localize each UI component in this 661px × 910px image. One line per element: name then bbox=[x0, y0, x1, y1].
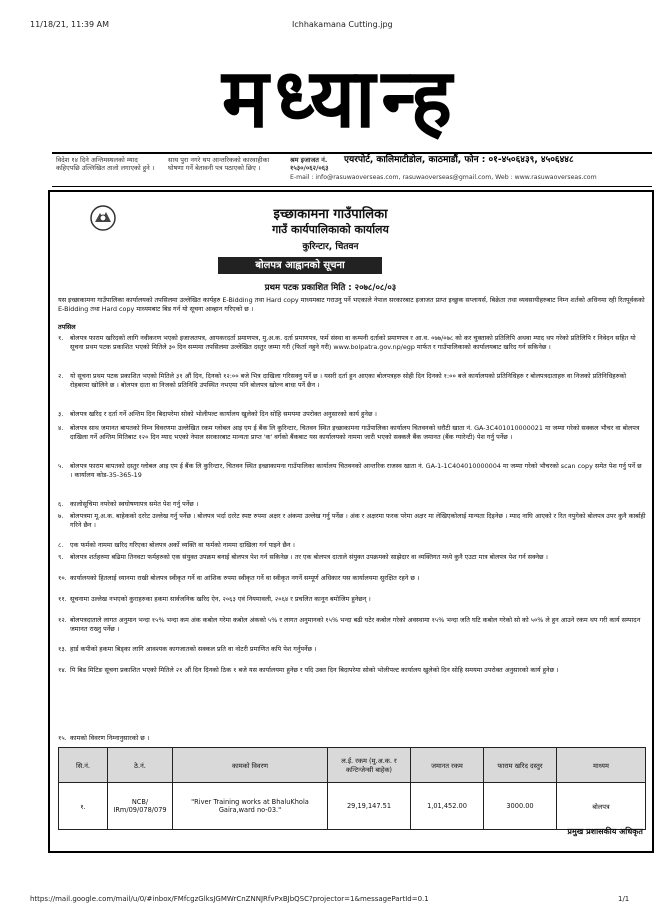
col-header-medium: माध्यम bbox=[557, 748, 646, 783]
item-number: १. bbox=[58, 334, 64, 342]
intro-paragraph: यस इच्छाकामना गाउँपालिका कार्यालयको तपसिलमा उल्लेखित कार्यहरु E-Bidding तथा Hard copy माध्यमबाट गराउनु पर्ने भएकाले नेपाल सरकारबाट इजाजत प्राप्त इच्छुक सप्लायर्स, बिक्रेता तथा व्यवसायीहरुबाट निम्न शर्तको अधिनमा रही रितपूर्वकको E-Bidding तथा Hard copy माध्यमबाट बिड गर्न यो सूचना आव्हान गरिएको छ । bbox=[58, 296, 645, 313]
item-number: ४. bbox=[58, 424, 64, 432]
agency-address: एयरपोर्ट, कालिमाटीडोल, काठमाडौं, फोन : ०१-४५०६४३९, ४५०६४४८ bbox=[344, 155, 574, 165]
ad-strip bbox=[52, 152, 652, 187]
table-header-row bbox=[59, 748, 646, 783]
item-text: पि बिड मिटिङ सूचना प्रकाशित भएको मितिले २१ औं दिन दिनको ठिक १ बजे यस कार्यालयमा हुनेछ र यदि उक्त दिन बिदापरेमा सोको भोलीपल्ट कार्यालय खुलेको दिन सोहि समयमा उपरोक्त अनुसारको कार्य हुनेछ । bbox=[70, 666, 559, 674]
strip-column-1: विदेश १४ दिने अन्तिमस्थलको म्याद कहिएपछि उल्लिखित तालो लगाएको हुने । bbox=[56, 156, 155, 172]
item-number: २. bbox=[58, 372, 64, 380]
item-text: बोलपत्र फाराम खरिदको लागि नवीकरण भएको इजाजतपत्र, आयकरदर्ता प्रमाणपत्र, मु.अ.क. दर्ता प्रमाणपत्र, फर्म संस्था वा कम्पनी दर्ताको प्रमाणपत्र र आ.व. ०७७/०७८ को कर चुक्ताको प्रतिलिपि अथवा म्याद थप गरेको प्रतिलिपि र निवेदन सहित यो सूचना प्रथम पटक प्रकाशित भएको मितिले ३० दिन सम्ममा तपसिलमा उल्लेखित दस्तुर जम्मा गरी (फिर्ता नहुने गरी) www.bolpatra.gov.np/egp मार्फत र गाउँपालिकाको कार्यालयबाट खरिद गर्न सकिनेछ । bbox=[70, 334, 636, 351]
item-text: एक फर्मको नाममा खरिद गरिएका बोलपत्र अर्को व्यक्ति वा फर्मको नाममा दाखिला गर्न पाइने छैन । bbox=[70, 541, 295, 549]
item-number: १३. bbox=[58, 645, 67, 653]
list-item bbox=[58, 424, 646, 460]
item-number: ३. bbox=[58, 410, 64, 418]
col-header-estimate: ल.ई. रकम (मु.अ.क. र कन्टिन्जेन्सी बाहेक) bbox=[328, 748, 411, 783]
item-text: बोलपत्रमा मू.अ.क. बाहेकको दररेट उल्लेख गर्नु पर्नेछ । बोलपत्र भर्दा दररेट स्पष्ट रुपमा अक्षर र अंकमा उल्लेख गर्नु पर्नेछ । अंक र अक्षरमा फरक परेमा अक्षर मा लेखिएकोलाई मान्यता दिइनेछ । म्याद नाघि आएको र रित नपुगेको बोलपत्र उपर कुनै कार्बाही गरिने छैन । bbox=[70, 512, 646, 529]
cell-bid-security: 1,01,452.00 bbox=[411, 783, 484, 830]
item-number: १४. bbox=[58, 666, 67, 674]
list-item bbox=[58, 666, 646, 693]
item-number: १२. bbox=[58, 616, 67, 624]
list-item bbox=[58, 541, 646, 551]
cell-medium: बोलपत्र bbox=[557, 783, 646, 830]
list-item bbox=[58, 595, 646, 614]
list-item bbox=[58, 500, 646, 510]
office-location: कुरिन्टार, चितवन bbox=[302, 242, 359, 252]
list-item bbox=[58, 574, 646, 593]
cell-estimate: 29,19,147.51 bbox=[328, 783, 411, 830]
signature-title: प्रमुख प्रशासकीय अधिकृत bbox=[567, 827, 643, 836]
item-text: बोलपत्र फाराम बापतको दस्तुर ग्लोबल आइ एम ई बैंक लि कुरिन्टार, चितवन स्थित इच्छाकामना गाउँपालिका कार्यालय चितवनको आन्तरिक राजस्व खाता नं. GA-1-1C404010000004 मा जम्मा गरेको भौचरको scan copy समेत पेश गर्नु पर्ने छ । कार्यालय कोड-35-365-19 bbox=[70, 462, 642, 479]
col-header-sn: सि.नं. bbox=[59, 748, 108, 783]
item-number: ६. bbox=[58, 500, 64, 508]
list-item bbox=[58, 410, 646, 422]
item-text: सूचनामा उल्लेख नभएको कुराहरुका हकमा सार्वजनिक खरिद ऐन, २०६३ एवं नियमावली, २०६४ र प्रचलित कानून बमोजिम हुनेछन् । bbox=[70, 595, 371, 603]
print-url: https://mail.google.com/mail/u/0/#inbox/FMfcgzGlksJGMWrCnZNNJRfvPxBJbQSC?projector=1&messagePartId=0.1 bbox=[30, 895, 429, 903]
item-text: बोलपत्रदाताले लागत अनुमान भन्दा १५% भन्दा कम अंक कबोल गरेमा कबोल अंकको ५% र लागत अनुमानको १५% भन्दा बढी घटेर कबोल गरेको अवस्थामा १५% भन्दा जति घटि कबोल गरेको सो को ५०% ले हुन आउने रकम थप गरी कार्य सम्पादन जमानत राख्नु पर्नेछ । bbox=[70, 616, 641, 633]
strip-column-2: साथ पुरा नगरे थप आन्तरिकको कारवाहीका घोषणा गर्ने बेतावनी पत्र पठाएको छिए । bbox=[168, 156, 270, 172]
col-header-form-fee: फाराम खरिद दस्तुर bbox=[484, 748, 557, 783]
print-datetime: 11/18/21, 11:39 AM bbox=[30, 20, 109, 29]
cell-description: "River Training works at BhaluKhola Gaira,ward no-03." bbox=[173, 783, 328, 830]
newspaper-masthead: मध्यान्ह bbox=[221, 50, 459, 147]
agency-contact: E-mail : info@rasuwaoverseas.com, rasuwaoverseas@gmail.com, Web : www.rasuwaoverseas.com bbox=[290, 174, 597, 181]
item-text: बोलपत्र साथ जमानत बापतको निम्न विवरणमा उल्लेखित रकम ग्लोबल आइ एम ई बैंक लि कुरिन्टार, चितवन स्थित इच्छाकामना गाउँपालिका कार्यालय चितवनको धरौटी खाता नं. GA-3C401010000021 मा जम्मा गरेको सक्कल भौचर वा बोलपत्र दाखिला गर्ने अन्तिम मितिबाट १२० दिन म्याद भएको नेपाल सरकारबाट मान्यता प्राप्त 'क' वर्गको बैंकबाट यस कार्यालयको नाममा जारी भएको सक्कलै बैंक जमानत (बैंक ग्यारेन्टी) पेश गर्नु पर्नेछ । bbox=[70, 424, 640, 441]
cell-sn: १. bbox=[59, 783, 108, 830]
col-header-description: कामको विवरण bbox=[173, 748, 328, 783]
item-number: ८. bbox=[58, 541, 64, 549]
item-text: कालोसूचिमा नपरेको स्वघोषणापत्र समेत पेश गर्नु पर्नेछ । bbox=[70, 500, 199, 508]
item-text: बोलपत्र शर्तहरुमा बढिमा तिनवटा फर्महरुको एक संयुक्त उपक्रम बनाई बोलपत्र पेश गर्न सकिनेछ । तर एक बोलपत्र दाताले संयुक्त उपक्रमको साझेदार वा व्यक्तिगत मध्ये कुनै एउटा मात्र बोलपत्र पेश गर्न सक्नेछ । bbox=[70, 553, 548, 561]
item-number: ११. bbox=[58, 595, 67, 603]
item-number: १०. bbox=[58, 574, 67, 582]
col-header-contract-no: ठे.नं. bbox=[108, 748, 173, 783]
bid-table bbox=[58, 747, 646, 830]
list-item bbox=[58, 645, 646, 664]
list-item bbox=[58, 334, 646, 370]
item-number: ७. bbox=[58, 512, 64, 520]
list-item bbox=[58, 734, 646, 744]
tapsil-heading: तपसिल bbox=[58, 323, 76, 331]
list-item bbox=[58, 553, 646, 572]
item-number: ९. bbox=[58, 553, 64, 561]
item-text: कामको विवरण निम्नानुसारको छ । bbox=[70, 734, 150, 742]
table-row bbox=[59, 783, 646, 830]
print-doc-title: Ichhakamana Cutting.jpg bbox=[292, 20, 393, 29]
license-number: श्रम इजाजत नं. १५३०/०६२/०६३ bbox=[290, 156, 329, 172]
publication-date: प्रथम पटक प्रकाशित मिति : २०७८/०८/०३ bbox=[264, 283, 397, 293]
item-text: यो सूचना प्रथम पटक प्रकाशित भएको मितिले ३१ औं दिन, दिनको १२:०० बजे भित्र दाखिला गरिसक्नु पर्ने छ । यसरी दर्ता हुन आएका बोलपत्रहरु सोही दिन दिनको १:०० बजे कार्यालयको प्रतिनिधिहरु र बोलपत्रदाताहरु वा निजको प्रतिनिधिहरुको रोहबरमा खोलिने छ । बोलपत्र दाता वा निजको प्रतिनिधि उपस्थित नभएमा पनि बोलपत्र खोल्न बाधा पर्ने छैन । bbox=[70, 372, 627, 389]
item-number: १५. bbox=[58, 734, 67, 742]
cell-form-fee: 3000.00 bbox=[484, 783, 557, 830]
print-page-number: 1/1 bbox=[618, 895, 630, 903]
cell-contract-no: NCB/ IRm/09/078/079 bbox=[108, 783, 173, 830]
office-name: गाउँ कार्यपालिकाको कार्यालय bbox=[272, 223, 389, 236]
list-item bbox=[58, 372, 646, 408]
notice-title: बोलपत्र आह्वानको सूचना bbox=[218, 257, 382, 274]
org-name: इच्छाकामना गाउँपालिका bbox=[273, 207, 388, 222]
item-number: ५. bbox=[58, 462, 64, 470]
list-item bbox=[58, 462, 646, 498]
item-text: हार्ड कपीको हकमा बिड्का लागि आवश्यक कागजातको सक्कल प्रति वा नोटरी प्रमाणित कपि पेश गर्नुपर्नेछ । bbox=[70, 645, 317, 653]
item-text: बोलपत्र खरिद र दर्ता गर्ने अन्तिम दिन बिदापरेमा सोको भोलीपल्ट कार्यालय खुलेको दिन सोहि समयमा उपरोक्त अनुसारको कार्य हुनेछ । bbox=[70, 410, 377, 418]
item-text: कार्यालयको हितलाई ध्यानमा राखी बोलपत्र स्वीकृत गर्ने वा आंशिक रुपमा स्वीकृत गर्ने वा स्वीकृत नगर्ने सम्पूर्ण अधिकार यस कार्यालयमा सुरक्षित रहने छ । bbox=[70, 574, 420, 582]
col-header-bid-security: जमानत रकम bbox=[411, 748, 484, 783]
list-item bbox=[58, 512, 646, 539]
list-item bbox=[58, 616, 646, 643]
